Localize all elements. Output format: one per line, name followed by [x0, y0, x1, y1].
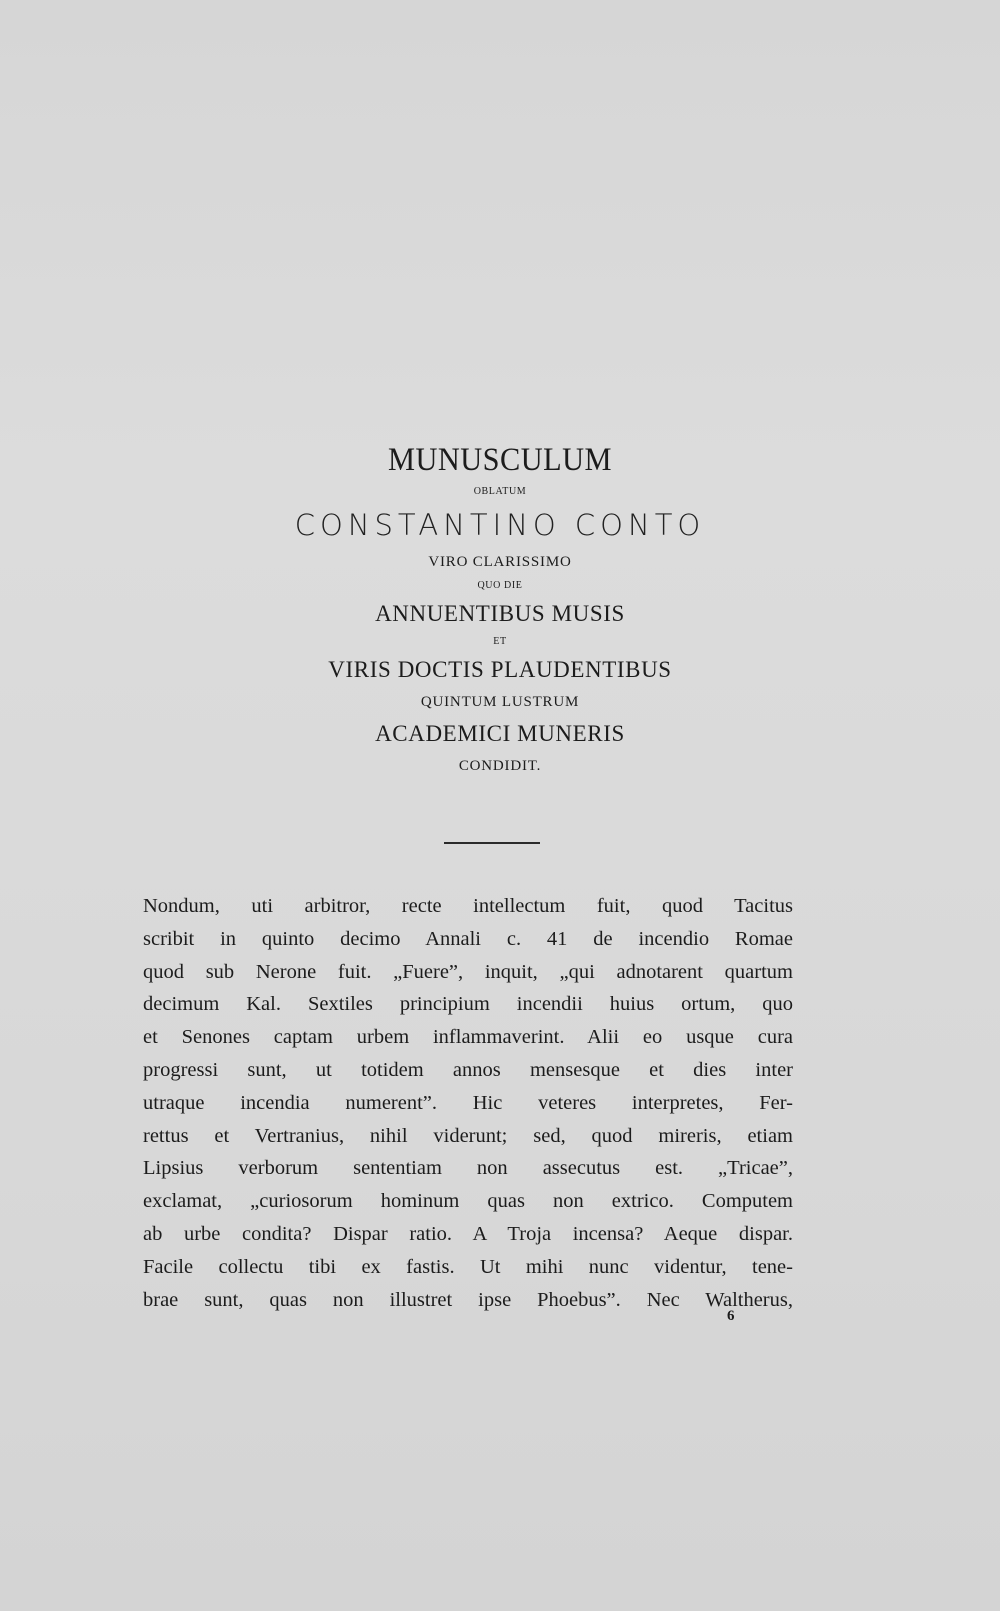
quo-die-line: QUO DIE: [477, 580, 523, 591]
viro-line: VIRO CLARISSIMO: [428, 554, 572, 570]
body-text: [143, 890, 793, 1316]
body-line: utraque incendia numerent”. Hic veteres interpretes, Fer-: [143, 1091, 793, 1114]
honoree-name: CONSTANTINO CONTO: [294, 508, 706, 542]
page-number: 6: [727, 1308, 735, 1324]
body-line: Lipsius verborum sententiam non assecutus est. „Tricae”,: [143, 1157, 793, 1180]
viris-line: VIRIS DOCTIS PLAUDENTIBUS: [328, 657, 672, 682]
body-line: scribit in quinto decimo Annali c. 41 de incendio Romae: [143, 927, 793, 950]
body-line: exclamat, „curiosorum hominum quas non extrico. Computem: [143, 1190, 793, 1213]
et-line: ET: [493, 636, 507, 647]
body-line: brae sunt, quas non illustret ipse Phoebus”. Nec Waltherus,: [143, 1288, 793, 1311]
body-line: decimum Kal. Sextiles principium incendii huius ortum, quo: [143, 993, 793, 1016]
body-line: rettus et Vertranius, nihil viderunt; sed, quod mireris, etiam: [143, 1124, 793, 1147]
body-line: Facile collectu tibi ex fastis. Ut mihi nunc videntur, tene-: [143, 1255, 793, 1278]
body-line: ab urbe condita? Dispar ratio. A Troja incensa? Aeque dispar.: [143, 1222, 793, 1245]
body-line: quod sub Nerone fuit. „Fuere”, inquit, „qui adnotarent quartum: [143, 960, 793, 983]
quintum-line: QUINTUM LUSTRUM: [420, 694, 580, 710]
body-line: progressi sunt, ut totidem annos mensesque et dies inter: [143, 1058, 793, 1081]
body-line: et Senones captam urbem inflammaverint. Alii eo usque cura: [143, 1026, 793, 1049]
condidit-line: CONDIDIT.: [458, 758, 542, 774]
body-line: Nondum, uti arbitror, recte intellectum fuit, quod Tacitus: [143, 895, 793, 917]
annuentibus-line: ANNUENTIBUS MUSIS: [375, 601, 625, 626]
main-title: MUNUSCULUM: [388, 442, 612, 478]
academici-line: ACADEMICI MUNERIS: [375, 721, 625, 746]
separator-rule: [444, 842, 540, 844]
oblatum-line: OBLATUM: [473, 486, 527, 497]
title-block: [0, 438, 1000, 780]
